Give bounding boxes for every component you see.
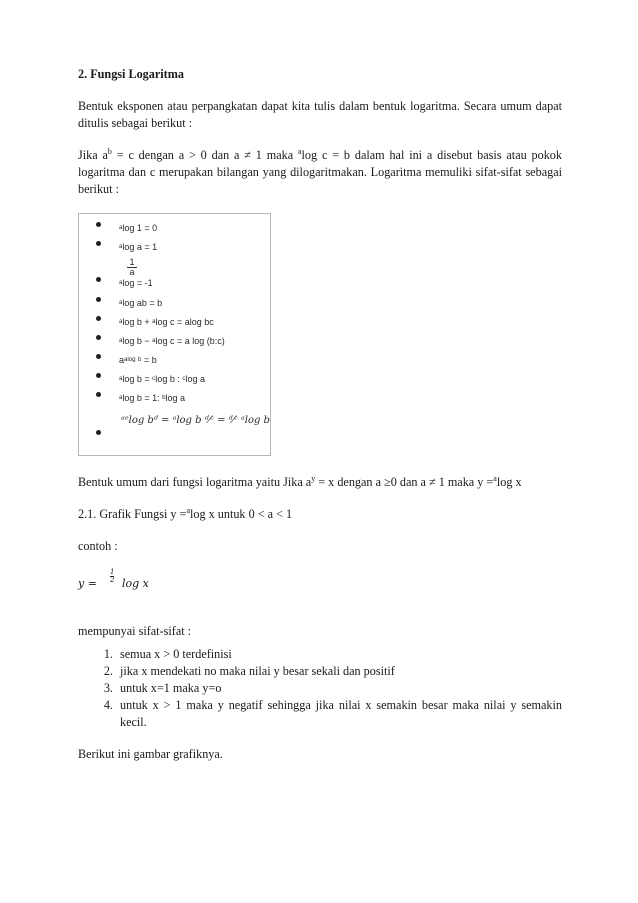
list-item: 2. jika x mendekati no maka nilai y besar sekali dan positif bbox=[116, 663, 562, 680]
bullet-icon bbox=[96, 392, 101, 397]
rule-item: ᵃᵉlog bᵈ = ᵃlog b ᵈ⁄ᶜ = ᵈ⁄ᶜ ᵃlog b bbox=[79, 428, 269, 440]
bullet-icon bbox=[96, 297, 101, 302]
subsection-heading: 2.1. Grafik Fungsi y =$^a$log x untuk 0 < a < 1 bbox=[78, 505, 293, 521]
example-formula: y = 1 2 log x bbox=[78, 568, 149, 590]
list-item: 3. untuk x=1 maka y=o bbox=[116, 680, 562, 697]
properties-list bbox=[78, 646, 562, 731]
bullet-icon bbox=[96, 222, 101, 227]
example-label: contoh : bbox=[78, 539, 118, 553]
bullet-icon bbox=[96, 354, 101, 359]
rule-item: ᵃlog ab = b bbox=[79, 295, 269, 307]
rule-item: ᵃlog b = 1: ᵇlog a bbox=[79, 390, 269, 402]
bullet-icon bbox=[96, 241, 101, 246]
intro-paragraph: Bentuk eksponen atau perpangkatan dapat kita tulis dalam bentuk logaritma. Secara umum dapat ditulis sebagai berikut : bbox=[78, 99, 562, 130]
bullet-icon bbox=[96, 430, 101, 435]
bullet-icon bbox=[96, 373, 101, 378]
rule-item: ᵃlog b + ᵃlog c = alog bc bbox=[79, 314, 269, 326]
definition-paragraph: Jika $a^b = c$ dengan a > 0 dan a ≠ 1 maka $^a$log c = b dalam hal ini a disebut basis atau pokok logaritma dan c merupakan bilangan yang dilogaritmakan. Logaritma memuliki sifat-sifat sebagai berikut : bbox=[78, 146, 562, 196]
rule-item: ᵃlog 1 = 0 bbox=[79, 220, 269, 232]
rule-item: ᵃlog b = ᶜlog b : ᶜlog a bbox=[79, 371, 269, 383]
document-page bbox=[78, 66, 562, 778]
log-base-fraction: 1 2 bbox=[110, 568, 115, 584]
bullet-icon bbox=[96, 277, 101, 282]
section-heading: 2. Fungsi Logaritma bbox=[78, 67, 184, 81]
fraction: $\frac{1}{a}$ bbox=[127, 258, 137, 277]
list-item: 4. untuk x > 1 maka y negatif sehingga jika nilai x semakin besar maka nilai y semakin kecil. bbox=[116, 697, 562, 731]
closing-paragraph: Berikut ini gambar grafiknya. bbox=[78, 747, 223, 761]
rule-item: ᵃlog a = 1 bbox=[79, 239, 269, 251]
rule-item: ᵃlog b − ᵃlog c = a log (b:c) bbox=[79, 333, 269, 345]
properties-label: mempunyai sifat-sifat : bbox=[78, 624, 192, 638]
rule-item: $\frac{1}{a}$ ᵃlog = -1 bbox=[79, 275, 269, 287]
rule-item: aᵃˡᵒᵍ ᵇ = b bbox=[79, 352, 269, 364]
list-item: 1. semua x > 0 terdefinisi bbox=[116, 646, 562, 663]
bullet-icon bbox=[96, 335, 101, 340]
bullet-icon bbox=[96, 316, 101, 321]
logarithm-rules-image bbox=[78, 213, 271, 456]
general-form-paragraph: Bentuk umum dari fungsi logaritma yaitu Jika $a^y = x$ dengan a ≥0 dan a ≠ 1 maka y =$^a$log x bbox=[78, 473, 522, 489]
